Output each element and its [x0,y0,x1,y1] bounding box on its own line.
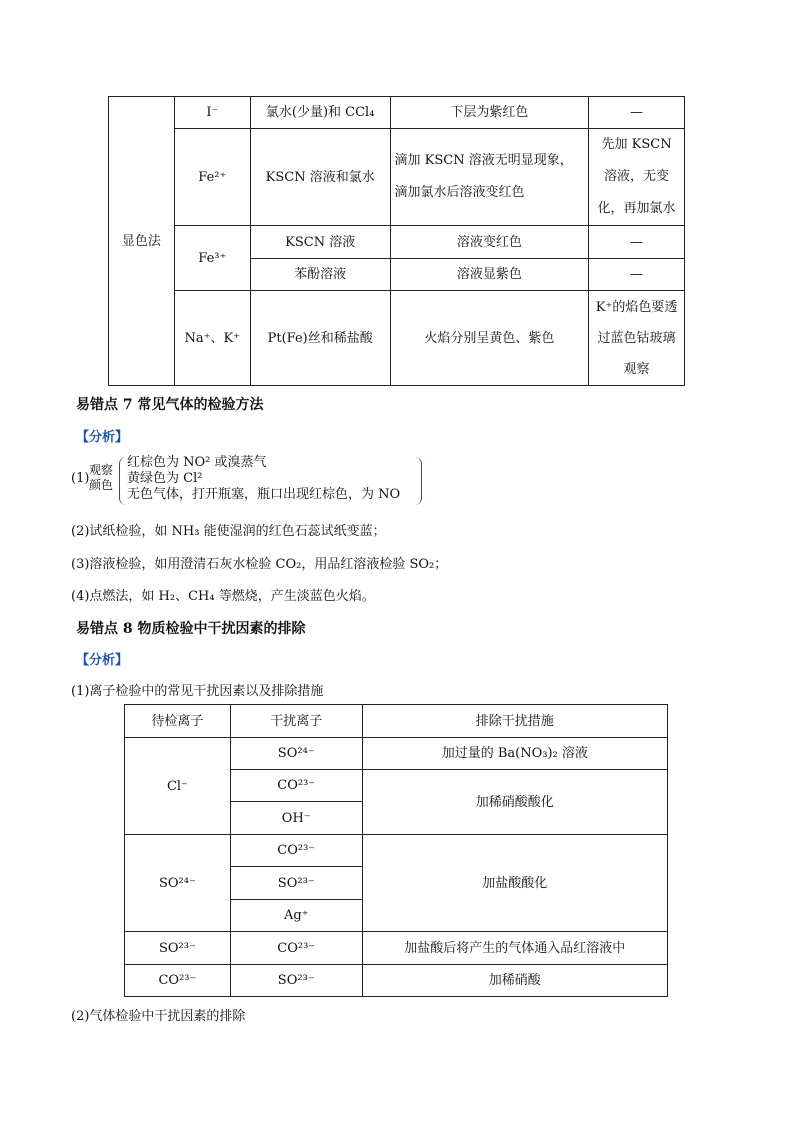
analysis-label: 【分析】 [76,430,129,445]
observe-line: 黄绿色为 Cl² [127,471,203,486]
phenomenon-cell: 火焰分别呈黄色、紫色 [390,291,589,386]
header-cell: 待检离子 [125,705,231,738]
color-test-table [108,96,685,386]
note-cell: — [589,226,685,259]
measure-cell: 加稀硝酸酸化 [362,770,667,835]
method-line: (2)试纸检验，如 NH₃ 能使湿润的红色石蕊试纸变蓝； [71,524,386,539]
method-cell: 显色法 [109,97,175,386]
interfering-ion-cell: CO²³⁻ [230,770,362,802]
interfering-ion-cell: Ag⁺ [230,900,362,932]
measure-cell: 加盐酸后将产生的气体通入品红溶液中 [362,932,667,965]
interfering-ion-cell: OH⁻ [230,802,362,835]
measure-cell: 加稀硝酸 [362,965,667,997]
subsection-title: (2)气体检验中干扰因素的排除 [71,1009,246,1024]
reagent-cell: 苯酚溶液 [250,259,390,291]
target-ion-cell: CO²³⁻ [125,965,231,997]
interfering-ion-cell: SO²³⁻ [230,965,362,997]
section-heading: 易错点 8 物质检验中干扰因素的排除 [76,621,306,637]
measure-cell: 加盐酸酸化 [362,835,667,932]
interfering-ion-cell: CO²³⁻ [230,932,362,965]
analysis-label: 【分析】 [76,653,129,668]
left-brace [119,457,126,505]
ion-cell: Na⁺、K⁺ [174,291,250,386]
observe-line: 无色气体，打开瓶塞，瓶口出现红棕色，为 NO [127,487,401,502]
method-line: (4)点燃法，如 H₂、CH₄ 等燃烧，产生淡蓝色火焰。 [71,589,375,604]
ion-cell: I⁻ [174,97,250,129]
note-cell: — [589,259,685,291]
right-brace [415,457,422,505]
reagent-cell: KSCN 溶液和氯水 [250,129,390,226]
reagent-cell: KSCN 溶液 [250,226,390,259]
reagent-cell: 氯水(少量)和 CCl₄ [250,97,390,129]
note-cell: — [589,97,685,129]
observe-line: 红棕色为 NO² 或溴蒸气 [127,455,267,470]
phenomenon-cell: 溶液显紫色 [390,259,589,291]
observe-color-label: 观察颜色 [89,463,114,492]
observe-color-block [71,455,431,507]
observe-color-list [127,455,400,503]
section-heading: 易错点 7 常见气体的检验方法 [76,397,264,413]
subsection-title: (1)离子检验中的常见干扰因素以及排除措施 [71,684,324,699]
measure-cell: 加过量的 Ba(NO₃)₂ 溶液 [362,738,667,770]
interfering-ion-cell: SO²⁴⁻ [230,738,362,770]
method-line: (3)溶液检验，如用澄清石灰水检验 CO₂，用品红溶液检验 SO₂； [71,557,448,572]
note-cell: K⁺的焰色要透过蓝色钴玻璃观察 [589,291,685,386]
interfering-ion-cell: SO²³⁻ [230,867,362,900]
phenomenon-cell: 溶液变红色 [390,226,589,259]
ion-cell: Fe²⁺ [174,129,250,226]
target-ion-cell: SO²⁴⁻ [125,835,231,932]
header-cell: 干扰离子 [230,705,362,738]
phenomenon-cell: 滴加 KSCN 溶液无明显现象，滴加氯水后溶液变红色 [390,129,589,226]
item-number: (1) [71,471,90,486]
target-ion-cell: Cl⁻ [125,738,231,835]
target-ion-cell: SO²³⁻ [125,932,231,965]
header-cell: 排除干扰措施 [362,705,667,738]
ion-cell: Fe³⁺ [174,226,250,291]
interfering-ion-cell: CO²³⁻ [230,835,362,867]
note-cell: 先加 KSCN 溶液，无变化，再加氯水 [589,129,685,226]
interference-table [124,704,668,997]
reagent-cell: Pt(Fe)丝和稀盐酸 [250,291,390,386]
phenomenon-cell: 下层为紫红色 [390,97,589,129]
